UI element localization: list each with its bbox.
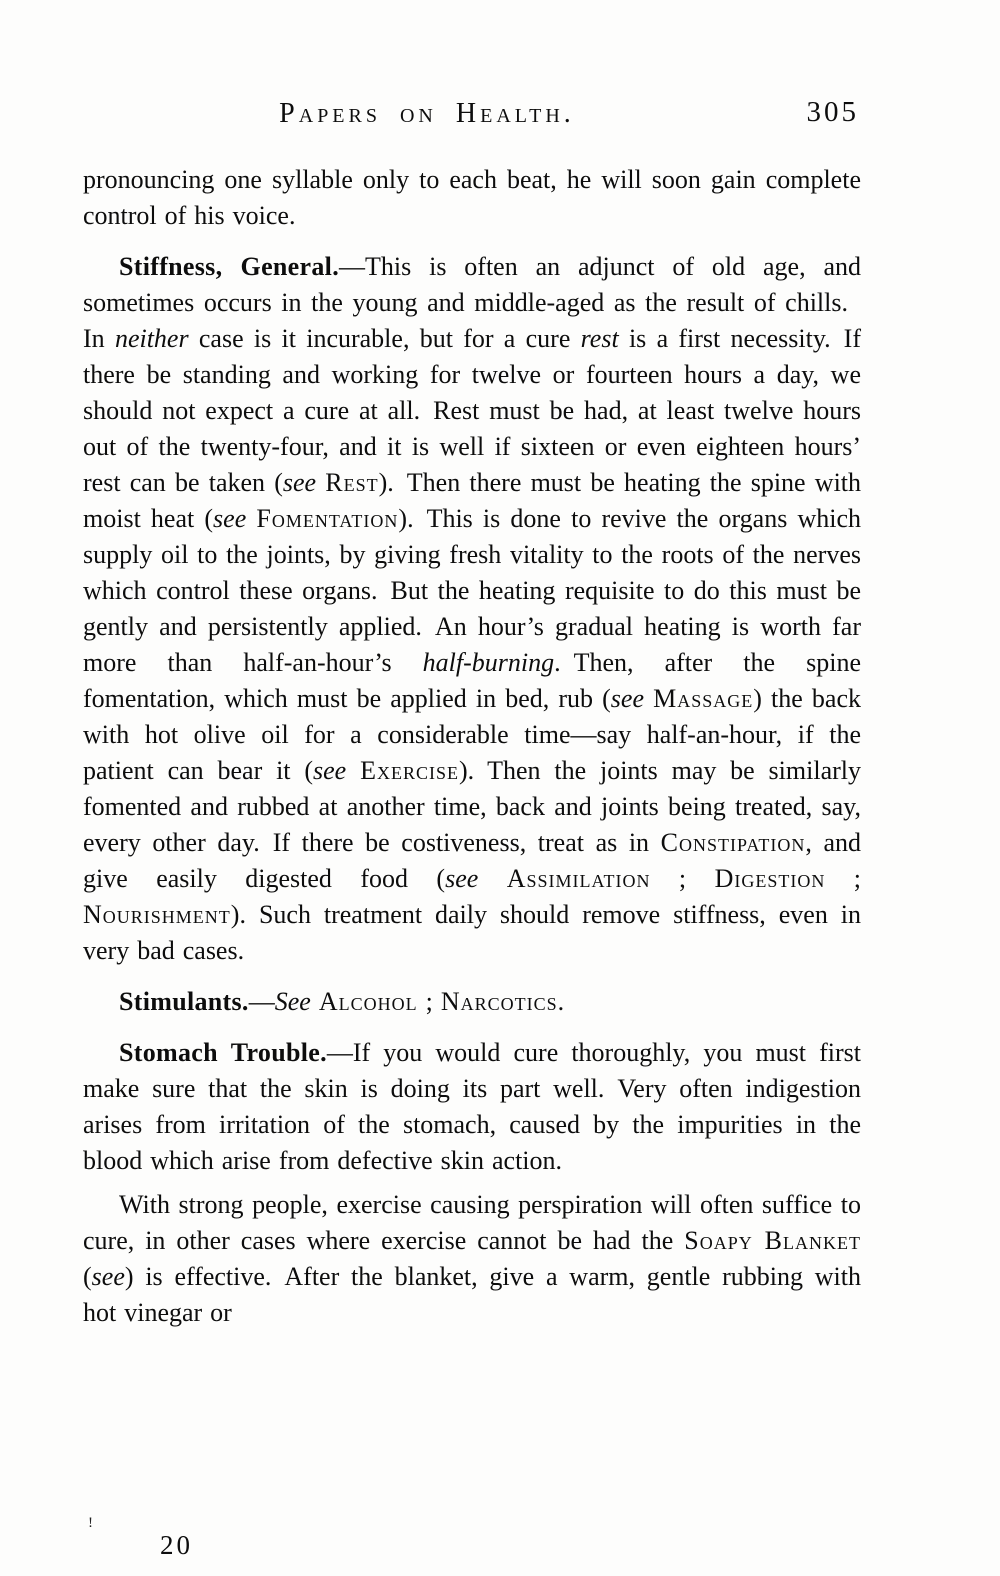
italic-run: see <box>282 468 317 497</box>
page <box>83 0 861 1331</box>
smallcaps-reference-run: Soapy Blanket <box>684 1226 862 1255</box>
italic-run: rest <box>580 324 619 353</box>
text-run: ; <box>825 864 861 893</box>
page-body <box>83 162 861 1331</box>
smallcaps-reference-run: Constipation <box>660 828 806 857</box>
text-run: ) the back with hot olive oil for a considerable time—say half-an-hour, if the patient can bear it ( <box>83 684 861 785</box>
paragraph <box>83 984 861 1020</box>
paragraph <box>83 1187 861 1331</box>
italic-run: see <box>610 684 644 713</box>
italic-run: see <box>213 504 247 533</box>
smallcaps-reference-run: Exercise <box>360 756 459 785</box>
text-run: —If you would cure thoroughly, you must first make sure that the skin is doing its part well. Very often indigestion arises from irritation of the stomach, caused by the impurities in the blood which arise from defective skin action. <box>83 1038 861 1175</box>
smallcaps-reference-run: Nourishment <box>83 900 231 929</box>
text-run: . <box>557 987 565 1016</box>
text-run: ). Then there must be heating the spine with moist heat ( <box>83 468 862 533</box>
text-run <box>346 756 360 785</box>
text-run: —This is often an adjunct of old age, and sometimes occurs in the young and middle-aged as the result of chills. In <box>83 252 862 353</box>
text-run <box>478 864 506 893</box>
running-title: Papers on Health. <box>279 98 575 129</box>
italic-run: neither <box>114 324 189 353</box>
text-run <box>316 468 325 497</box>
italic-run: half-burning <box>422 648 555 677</box>
paragraph <box>83 1035 861 1179</box>
page-number: 305 <box>806 96 859 128</box>
smallcaps-reference-run: Fomentation <box>256 504 399 533</box>
smallcaps-reference-run: Alcohol <box>318 987 418 1016</box>
stray-ink-mark: ! <box>88 1515 93 1531</box>
italic-run: see <box>313 756 347 785</box>
text-run <box>311 987 319 1016</box>
text-run: , and give easily digested food ( <box>83 828 861 893</box>
smallcaps-reference-run: Digestion <box>714 864 826 893</box>
italic-run: See <box>274 987 311 1016</box>
running-header <box>83 98 861 138</box>
text-run: pronouncing one syllable only to each beat, he will soon gain complete control of his voice. <box>83 165 861 230</box>
text-run: ) is effective. After the blanket, give a warm, gentle rubbing with hot vinegar or <box>83 1262 861 1327</box>
smallcaps-reference-run: Assimilation <box>506 864 651 893</box>
italic-run: see <box>91 1262 125 1291</box>
text-run <box>246 504 256 533</box>
signature-number: 20 <box>160 1530 193 1560</box>
text-run: ). Then the joints may be similarly fomented and rubbed at another time, back and joints being treated, say, every other day. If there be costiveness, treat as in <box>83 756 861 857</box>
text-run <box>644 684 653 713</box>
text-run: ( <box>83 1262 92 1291</box>
bold-heading-run: Stomach Trouble. <box>119 1038 327 1067</box>
text-run: ). Such treatment daily should remove stiffness, even in very bad cases. <box>83 900 861 965</box>
paragraph <box>83 162 861 234</box>
text-run: ; <box>417 987 441 1016</box>
text-run: ; <box>650 864 715 893</box>
paragraph <box>83 249 861 969</box>
bold-heading-run: Stimulants. <box>119 987 249 1016</box>
smallcaps-reference-run: Rest <box>325 468 379 497</box>
text-run: case is it incurable, but for a cure <box>188 324 581 353</box>
smallcaps-reference-run: Massage <box>653 684 754 713</box>
italic-run: see <box>445 864 479 893</box>
smallcaps-reference-run: Narcotics <box>440 987 558 1016</box>
text-run: ). This is done to revive the organs which supply oil to the joints, by giving fresh vitality to the roots of the nerves which control these organs. But the heating requisite to do this must be gently and persistently applied. An hour’s gradual heating is worth far more than half-an-hour’s <box>83 504 861 677</box>
text-run: is a first necessity. If there be standing and working for twelve or fourteen hours a day, we should not expect a cure at all. Rest must be had, at least twelve hours out of the twenty-four, and it is well if sixteen or even eighteen hours’ rest can be taken ( <box>83 324 861 497</box>
text-run: With strong people, exercise causing perspiration will often suffice to cure, in other cases where exercise cannot be had the <box>83 1190 861 1255</box>
text-run: — <box>248 987 275 1016</box>
text-run: . Then, after the spine fomentation, which must be applied in bed, rub ( <box>83 648 861 713</box>
bold-heading-run: Stiffness, General. <box>119 252 339 281</box>
